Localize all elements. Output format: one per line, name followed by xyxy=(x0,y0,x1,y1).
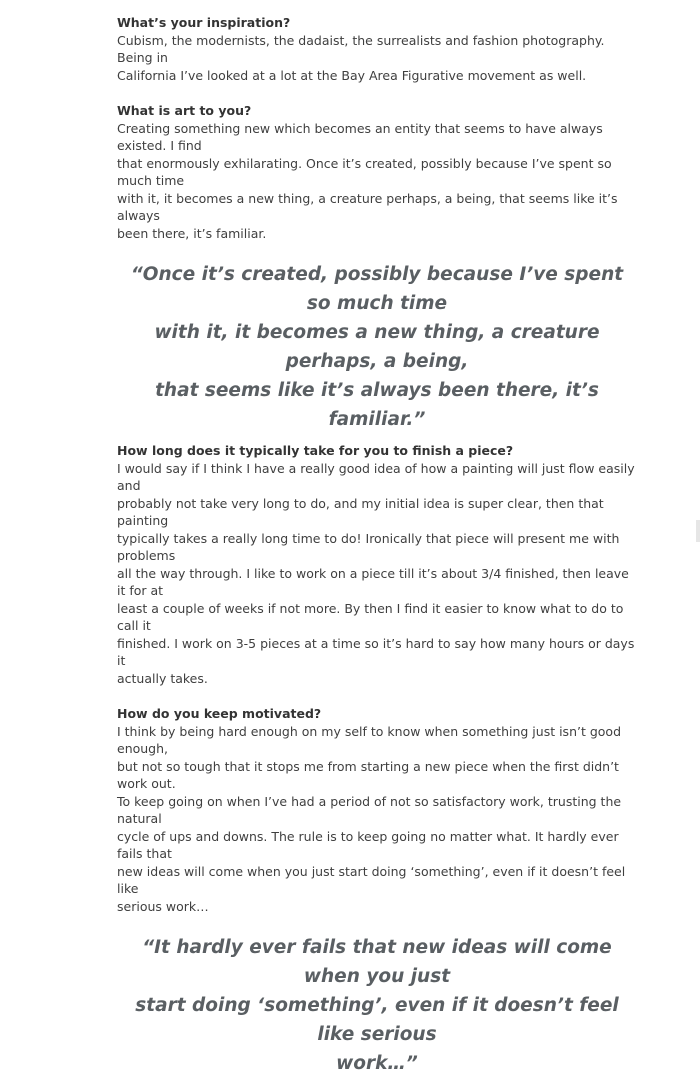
pull-quote xyxy=(117,260,637,434)
answer-paragraph xyxy=(117,32,637,85)
answer-line: probably not take very long to do, and my initial idea is super clear, then that painting xyxy=(117,495,604,528)
question-heading: How long does it typically take for you to finish a piece? xyxy=(117,443,514,458)
answer-line: Cubism, the modernists, the dadaist, the surrealists and fashion photography. Being in xyxy=(117,32,605,65)
answer-line: finished. I work on 3-5 pieces at a time so it’s hard to say how many hours or days it xyxy=(117,635,635,668)
pull-quote-line: work…” xyxy=(336,1053,418,1074)
answer-line: all the way through. I like to work on a piece till it’s about 3/4 finished, then leave it for at xyxy=(117,565,629,598)
answer-line: typically takes a really long time to do! Ironically that piece will present me with problems xyxy=(117,530,620,563)
pull-quote-line: with it, it becomes a new thing, a creature perhaps, a being, xyxy=(154,322,600,372)
answer-paragraph xyxy=(117,460,637,688)
answer-line: cycle of ups and downs. The rule is to keep going no matter what. It hardly ever fails that xyxy=(117,828,619,861)
answer-line: I would say if I think I have a really good idea of how a painting will just flow easily and xyxy=(117,460,635,493)
pull-quote xyxy=(117,933,637,1078)
answer-line: I think by being hard enough on my self to know when something just isn’t good enough, xyxy=(117,723,622,756)
pull-quote-line: that seems like it’s always been there, it’s familiar.” xyxy=(155,380,599,430)
pull-quote-line: “It hardly ever fails that new ideas will come when you just xyxy=(142,937,612,987)
pull-quote-line: start doing ‘something’, even if it doesn’t feel like serious xyxy=(135,995,619,1045)
answer-line: California I’ve looked at a lot at the Bay Area Figurative movement as well. xyxy=(117,67,587,83)
answer-line: actually takes. xyxy=(117,670,208,686)
answer-line: been there, it’s familiar. xyxy=(117,225,267,241)
question-heading: What is art to you? xyxy=(117,103,252,118)
answer-paragraph xyxy=(117,120,637,243)
answer-line: with it, it becomes a new thing, a creature perhaps, a being, that seems like it’s always xyxy=(117,190,618,223)
answer-line: To keep going on when I’ve had a period of not so satisfactory work, trusting the natural xyxy=(117,793,622,826)
qa-what-is-art xyxy=(117,102,637,242)
scrollbar-edge xyxy=(696,520,700,542)
answer-line: least a couple of weeks if not more. By then I find it easier to know what to do to call it xyxy=(117,600,624,633)
pull-quote-line: “Once it’s created, possibly because I’ve spent so much time xyxy=(130,264,624,314)
qa-inspiration xyxy=(117,14,637,84)
answer-line: serious work… xyxy=(117,898,209,914)
question-heading: What’s your inspiration? xyxy=(117,15,291,30)
answer-line: Creating something new which becomes an entity that seems to have always existed. I find xyxy=(117,120,603,153)
answer-line: that enormously exhilarating. Once it’s created, possibly because I’ve spent so much time xyxy=(117,155,612,188)
answer-paragraph xyxy=(117,723,637,916)
question-heading: How do you keep motivated? xyxy=(117,706,322,721)
answer-line: new ideas will come when you just start doing ‘something’, even if it doesn’t feel like xyxy=(117,863,626,896)
qa-time-to-finish xyxy=(117,442,637,687)
qa-motivation xyxy=(117,705,637,915)
answer-line: but not so tough that it stops me from starting a new piece when the first didn’t work out. xyxy=(117,758,619,791)
interview-article xyxy=(117,14,637,1078)
